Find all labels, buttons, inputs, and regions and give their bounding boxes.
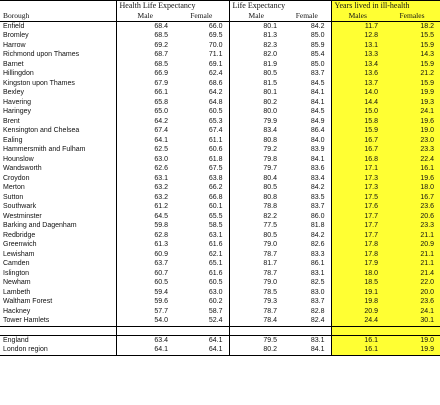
yih-females-cell: 30.1 xyxy=(384,316,440,326)
hle-male-cell: 62.6 xyxy=(116,164,174,174)
le-male-cell: 80.8 xyxy=(229,136,283,146)
summary-spacer-row xyxy=(0,326,440,335)
yih-males-cell: 11.7 xyxy=(331,21,384,31)
le-male-cell: 81.9 xyxy=(229,60,283,70)
hle-male-cell: 64.5 xyxy=(116,212,174,222)
yih-males-cell: 15.9 xyxy=(331,126,384,136)
yih-females-cell: 21.4 xyxy=(384,269,440,279)
yih-males-cell: 19.8 xyxy=(331,297,384,307)
borough-column-header: Borough xyxy=(0,11,116,21)
le-female-cell: 84.5 xyxy=(310,79,325,87)
hle-male-cell: 63.2 xyxy=(116,183,174,193)
borough-name-cell: Barking and Dagenham xyxy=(3,222,77,229)
le-male-cell: 79.8 xyxy=(229,155,283,165)
table-row xyxy=(0,193,440,203)
yih-females-cell: 23.0 xyxy=(384,136,440,146)
le-female-cell: 84.9 xyxy=(310,117,325,125)
yih-males-cell: 17.6 xyxy=(331,202,384,212)
le-female-cell: 85.4 xyxy=(310,51,325,58)
yih-males-cell: 13.1 xyxy=(331,41,384,51)
le-female-cell: 83.7 xyxy=(310,203,325,210)
hle-male-cell: 61.2 xyxy=(116,202,174,212)
le-male-cell: 79.2 xyxy=(229,145,283,155)
yih-females-cell: 23.6 xyxy=(384,297,440,307)
yih-females-cell: 15.5 xyxy=(384,31,440,41)
borough-name-cell: Kingston upon Thames xyxy=(3,79,75,87)
le-female-header: Female xyxy=(283,11,331,21)
yih-males-cell: 15.8 xyxy=(331,117,384,127)
spacer-cell xyxy=(116,326,174,335)
le-male-cell: 82.0 xyxy=(229,50,283,60)
borough-name-cell: Ealing xyxy=(3,136,23,144)
borough-name-cell: Enfield xyxy=(3,22,25,30)
le-female-cell: 84.2 xyxy=(310,231,325,239)
hle-female-cell: 63.0 xyxy=(208,288,223,296)
hle-female-cell: 62.4 xyxy=(208,70,223,77)
table-row xyxy=(0,21,440,31)
borough-name-cell: Bromley xyxy=(3,32,29,39)
le-female-cell: 83.1 xyxy=(310,269,325,277)
hle-female-cell: 68.6 xyxy=(208,79,223,87)
yih-males-cell: 13.7 xyxy=(331,79,384,89)
hle-female-cell: 60.5 xyxy=(208,279,223,286)
table-row xyxy=(0,316,440,326)
table-row xyxy=(0,164,440,174)
le-male-cell: 78.7 xyxy=(229,307,283,317)
hle-female-cell: 64.1 xyxy=(174,345,229,355)
yih-males-cell: 17.7 xyxy=(331,231,384,241)
hle-female-cell: 60.5 xyxy=(208,108,223,115)
borough-name-cell: Tower Hamlets xyxy=(3,317,50,324)
le-male-cell: 79.3 xyxy=(229,297,283,307)
borough-name-cell: Sutton xyxy=(3,193,24,201)
table-row xyxy=(0,98,440,108)
hle-male-cell: 67.4 xyxy=(116,126,174,136)
le-male-cell: 78.7 xyxy=(229,269,283,279)
hle-female-cell: 63.8 xyxy=(208,174,223,182)
borough-name-cell: Waltham Forest xyxy=(3,298,53,305)
yih-females-cell: 15.9 xyxy=(384,41,440,51)
yih-males-cell: 17.5 xyxy=(331,193,384,203)
le-male-cell: 81.7 xyxy=(229,259,283,269)
hle-male-cell: 64.1 xyxy=(116,136,174,146)
hle-male-cell: 65.8 xyxy=(116,98,174,108)
borough-name-cell: Hillingdon xyxy=(3,70,34,77)
le-male-header: Male xyxy=(229,11,283,21)
yih-males-cell: 18.5 xyxy=(331,278,384,288)
hle-female-cell: 70.0 xyxy=(208,41,223,49)
life-expectancy-header: Life Expectancy xyxy=(229,1,331,12)
le-male-cell: 80.2 xyxy=(229,98,283,108)
table-row xyxy=(0,174,440,184)
table-row xyxy=(0,50,440,60)
borough-name-cell: Newham xyxy=(3,279,31,286)
hle-female-cell: 69.1 xyxy=(208,60,223,68)
le-male-cell: 80.5 xyxy=(229,183,283,193)
le-female-cell: 84.5 xyxy=(310,108,325,115)
hle-male-cell: 68.5 xyxy=(116,60,174,70)
le-female-cell: 82.8 xyxy=(310,307,325,315)
hle-female-cell: 66.2 xyxy=(208,184,223,191)
borough-name-cell: Wandsworth xyxy=(3,165,42,172)
hle-male-cell: 59.4 xyxy=(116,288,174,298)
le-female-cell: 84.1 xyxy=(310,98,325,106)
le-female-cell: 83.4 xyxy=(310,174,325,182)
yih-females-cell: 22.0 xyxy=(384,278,440,288)
yih-females-cell: 22.4 xyxy=(384,155,440,165)
yih-females-cell: 19.6 xyxy=(384,174,440,184)
le-female-cell: 83.1 xyxy=(283,335,331,345)
le-male-cell: 77.5 xyxy=(229,221,283,231)
hle-male-cell: 63.2 xyxy=(116,193,174,203)
yih-females-cell: 19.9 xyxy=(384,88,440,98)
hle-male-cell: 68.4 xyxy=(116,21,174,31)
years-ill-health-header: Years lived in ill-health xyxy=(331,1,440,12)
table-row xyxy=(0,240,440,250)
summary-row xyxy=(0,335,440,345)
borough-name-cell: Brent xyxy=(3,117,20,125)
borough-name-cell: Havering xyxy=(3,98,32,106)
spacer-cell xyxy=(229,326,283,335)
spacer-cell xyxy=(0,326,116,335)
le-female-cell: 82.5 xyxy=(310,279,325,286)
hle-male-cell: 61.3 xyxy=(116,240,174,250)
borough-name-cell: Greenwich xyxy=(3,241,37,248)
hle-male-cell: 67.9 xyxy=(116,79,174,89)
hle-female-header: Female xyxy=(174,11,229,21)
table-row xyxy=(0,60,440,70)
le-male-cell: 80.5 xyxy=(229,69,283,79)
table-row xyxy=(0,288,440,298)
le-female-cell: 84.1 xyxy=(310,155,325,163)
borough-name-cell: Lambeth xyxy=(3,288,31,296)
yih-females-cell: 14.3 xyxy=(384,50,440,60)
hle-male-cell: 66.9 xyxy=(116,69,174,79)
hle-male-cell: 57.7 xyxy=(116,307,174,317)
borough-name-cell: Hammersmith and Fulham xyxy=(3,146,86,153)
borough-name-cell: Islington xyxy=(3,269,30,277)
yih-males-cell: 16.8 xyxy=(331,155,384,165)
hle-male-cell: 59.8 xyxy=(116,221,174,231)
table-row xyxy=(0,183,440,193)
yih-males-cell: 24.4 xyxy=(331,316,384,326)
summary-row xyxy=(0,345,440,355)
le-female-cell: 82.4 xyxy=(310,317,325,324)
yih-females-cell: 19.0 xyxy=(384,126,440,136)
le-female-cell: 83.5 xyxy=(310,193,325,201)
hle-female-cell: 61.1 xyxy=(208,136,223,144)
borough-header-spacer xyxy=(0,1,116,12)
yih-females-cell: 19.0 xyxy=(384,335,440,345)
le-female-cell: 86.0 xyxy=(310,212,325,220)
le-female-cell: 84.2 xyxy=(310,184,325,191)
le-female-cell: 86.4 xyxy=(310,127,325,134)
yih-females-cell: 18.2 xyxy=(384,21,440,31)
hle-female-cell: 60.6 xyxy=(208,146,223,153)
hle-female-cell: 65.1 xyxy=(208,260,223,267)
table-row xyxy=(0,107,440,117)
le-male-cell: 80.0 xyxy=(229,107,283,117)
yih-females-cell: 20.9 xyxy=(384,240,440,250)
le-male-cell: 79.0 xyxy=(229,278,283,288)
yih-males-cell: 17.7 xyxy=(331,212,384,222)
hle-female-cell: 63.1 xyxy=(208,231,223,239)
yih-females-cell: 20.0 xyxy=(384,288,440,298)
le-male-cell: 78.8 xyxy=(229,202,283,212)
yih-males-cell: 17.3 xyxy=(331,174,384,184)
borough-name-cell: Bexley xyxy=(3,89,25,96)
le-female-cell: 85.0 xyxy=(310,32,325,39)
yih-females-cell: 24.1 xyxy=(384,307,440,317)
yih-females-cell: 15.9 xyxy=(384,79,440,89)
summary-rows xyxy=(0,326,440,355)
le-female-cell: 86.1 xyxy=(310,260,325,267)
borough-name-cell: Harrow xyxy=(3,41,26,49)
hle-male-cell: 68.7 xyxy=(116,50,174,60)
header-row-groups xyxy=(0,1,440,12)
hle-female-cell: 69.5 xyxy=(208,32,223,39)
le-male-cell: 81.5 xyxy=(229,79,283,89)
table-row xyxy=(0,278,440,288)
yih-females-cell: 16.7 xyxy=(384,193,440,203)
table-row xyxy=(0,231,440,241)
hle-male-cell: 64.1 xyxy=(116,345,174,355)
yih-females-cell: 21.2 xyxy=(384,69,440,79)
le-male-cell: 80.2 xyxy=(229,345,283,355)
table-row xyxy=(0,41,440,51)
yih-males-cell: 17.8 xyxy=(331,240,384,250)
hle-female-cell: 67.4 xyxy=(208,127,223,134)
header-row-columns xyxy=(0,11,440,21)
hle-female-cell: 64.8 xyxy=(208,98,223,106)
table-row xyxy=(0,31,440,41)
hle-male-header: Male xyxy=(116,11,174,21)
table-row xyxy=(0,307,440,317)
le-male-cell: 83.4 xyxy=(229,126,283,136)
hle-female-cell: 64.2 xyxy=(208,89,223,96)
spacer-cell xyxy=(174,326,229,335)
le-female-cell: 83.7 xyxy=(310,298,325,305)
yih-males-cell: 18.0 xyxy=(331,269,384,279)
yih-males-cell: 17.1 xyxy=(331,164,384,174)
hle-female-cell: 60.2 xyxy=(208,298,223,305)
hle-female-cell: 64.1 xyxy=(174,335,229,345)
yih-males-cell: 14.4 xyxy=(331,98,384,108)
hle-female-cell: 66.0 xyxy=(208,22,223,30)
hle-male-cell: 62.8 xyxy=(116,231,174,241)
hle-female-cell: 58.7 xyxy=(208,307,223,315)
borough-name-cell: Merton xyxy=(3,184,25,191)
table-row xyxy=(0,145,440,155)
borough-name-cell: Westminster xyxy=(3,212,42,220)
table-row xyxy=(0,269,440,279)
table-row xyxy=(0,221,440,231)
hle-female-cell: 66.8 xyxy=(208,193,223,201)
hle-male-cell: 63.0 xyxy=(116,155,174,165)
yih-males-cell: 16.1 xyxy=(331,345,384,355)
le-female-cell: 81.8 xyxy=(310,222,325,229)
borough-name-cell: Haringey xyxy=(3,108,32,115)
yih-males-cell: 13.6 xyxy=(331,69,384,79)
yih-females-cell: 21.1 xyxy=(384,250,440,260)
spacer-cell xyxy=(283,326,331,335)
yih-females-cell: 23.3 xyxy=(384,221,440,231)
table-row xyxy=(0,117,440,127)
yih-females-cell: 19.3 xyxy=(384,98,440,108)
borough-name-cell: London region xyxy=(0,345,116,355)
hle-male-cell: 66.1 xyxy=(116,88,174,98)
le-female-cell: 84.0 xyxy=(310,136,325,144)
le-female-cell: 83.6 xyxy=(310,165,325,172)
le-male-cell: 82.3 xyxy=(229,41,283,51)
yih-females-cell: 24.1 xyxy=(384,107,440,117)
borough-name-cell: Kensington and Chelsea xyxy=(3,127,80,134)
yih-males-cell: 12.8 xyxy=(331,31,384,41)
yih-males-cell: 17.8 xyxy=(331,250,384,260)
le-male-cell: 79.7 xyxy=(229,164,283,174)
borough-name-cell: Lewisham xyxy=(3,250,35,258)
table-row xyxy=(0,79,440,89)
le-male-cell: 79.5 xyxy=(229,335,283,345)
table-row xyxy=(0,297,440,307)
hle-male-cell: 62.5 xyxy=(116,145,174,155)
le-male-cell: 81.3 xyxy=(229,31,283,41)
hle-female-cell: 61.8 xyxy=(208,155,223,163)
le-female-cell: 84.2 xyxy=(310,22,325,30)
le-male-cell: 80.1 xyxy=(229,88,283,98)
yih-males-cell: 14.0 xyxy=(331,88,384,98)
le-female-cell: 84.1 xyxy=(283,345,331,355)
le-female-cell: 82.6 xyxy=(310,241,325,248)
yih-females-header: Females xyxy=(384,11,440,21)
le-male-cell: 80.8 xyxy=(229,193,283,203)
le-female-cell: 83.3 xyxy=(310,250,325,258)
hle-male-cell: 59.6 xyxy=(116,297,174,307)
borough-name-cell: Southwark xyxy=(3,203,37,210)
yih-females-cell: 19.6 xyxy=(384,117,440,127)
le-male-cell: 78.7 xyxy=(229,250,283,260)
borough-name-cell: England xyxy=(0,335,116,345)
spacer-cell xyxy=(331,326,384,335)
borough-name-cell: Camden xyxy=(3,260,30,267)
yih-males-cell: 17.7 xyxy=(331,221,384,231)
le-female-cell: 85.0 xyxy=(310,60,325,68)
yih-females-cell: 18.0 xyxy=(384,183,440,193)
hle-male-cell: 65.0 xyxy=(116,107,174,117)
yih-males-cell: 17.3 xyxy=(331,183,384,193)
le-male-cell: 78.5 xyxy=(229,288,283,298)
spacer-cell xyxy=(384,326,440,335)
yih-males-cell: 13.4 xyxy=(331,60,384,70)
yih-males-cell: 13.3 xyxy=(331,50,384,60)
table-row xyxy=(0,69,440,79)
hle-female-cell: 62.1 xyxy=(208,250,223,258)
le-female-cell: 84.1 xyxy=(310,89,325,96)
table-row xyxy=(0,155,440,165)
borough-name-cell: Hounslow xyxy=(3,155,34,163)
hle-female-cell: 67.5 xyxy=(208,165,223,172)
hle-female-cell: 71.1 xyxy=(208,51,223,58)
hle-male-cell: 60.7 xyxy=(116,269,174,279)
yih-females-cell: 21.1 xyxy=(384,231,440,241)
yih-females-cell: 23.6 xyxy=(384,202,440,212)
yih-males-cell: 16.7 xyxy=(331,145,384,155)
hle-male-cell: 68.5 xyxy=(116,31,174,41)
table-row xyxy=(0,88,440,98)
hle-female-cell: 61.6 xyxy=(208,269,223,277)
yih-females-cell: 19.9 xyxy=(384,345,440,355)
table-row xyxy=(0,136,440,146)
hle-male-cell: 60.5 xyxy=(116,278,174,288)
hle-male-cell: 64.2 xyxy=(116,117,174,127)
table-row xyxy=(0,259,440,269)
hle-male-cell: 63.4 xyxy=(116,335,174,345)
hle-female-cell: 65.3 xyxy=(208,117,223,125)
yih-males-cell: 15.0 xyxy=(331,107,384,117)
yih-males-cell: 17.9 xyxy=(331,259,384,269)
yih-females-cell: 15.9 xyxy=(384,60,440,70)
yih-males-cell: 19.1 xyxy=(331,288,384,298)
le-male-cell: 78.4 xyxy=(229,316,283,326)
borough-rows xyxy=(0,21,440,326)
borough-name-cell: Redbridge xyxy=(3,231,36,239)
hle-female-cell: 60.1 xyxy=(208,203,223,210)
hle-male-cell: 63.7 xyxy=(116,259,174,269)
hle-female-cell: 61.6 xyxy=(208,241,223,248)
health-life-expectancy-header: Health Life Expectancy xyxy=(116,1,229,12)
yih-males-cell: 20.9 xyxy=(331,307,384,317)
le-male-cell: 79.9 xyxy=(229,117,283,127)
le-male-cell: 80.1 xyxy=(229,21,283,31)
table-row xyxy=(0,212,440,222)
yih-males-cell: 16.1 xyxy=(331,335,384,345)
le-female-cell: 83.0 xyxy=(310,288,325,296)
hle-male-cell: 63.1 xyxy=(116,174,174,184)
le-male-cell: 80.5 xyxy=(229,231,283,241)
borough-name-cell: Hackney xyxy=(3,307,31,315)
yih-females-cell: 23.3 xyxy=(384,145,440,155)
yih-females-cell: 20.6 xyxy=(384,212,440,222)
hle-male-cell: 60.9 xyxy=(116,250,174,260)
le-female-cell: 83.9 xyxy=(310,146,325,153)
yih-males-header: Males xyxy=(331,11,384,21)
yih-females-cell: 16.1 xyxy=(384,164,440,174)
borough-name-cell: Richmond upon Thames xyxy=(3,51,80,58)
table-row xyxy=(0,202,440,212)
le-female-cell: 85.9 xyxy=(310,41,325,49)
hle-male-cell: 54.0 xyxy=(116,316,174,326)
le-male-cell: 82.2 xyxy=(229,212,283,222)
table-row xyxy=(0,126,440,136)
le-male-cell: 79.0 xyxy=(229,240,283,250)
le-male-cell: 80.4 xyxy=(229,174,283,184)
borough-name-cell: Barnet xyxy=(3,60,24,68)
hle-male-cell: 69.2 xyxy=(116,41,174,51)
borough-name-cell: Croydon xyxy=(3,174,30,182)
table-row xyxy=(0,250,440,260)
hle-female-cell: 52.4 xyxy=(208,317,223,324)
hle-female-cell: 58.5 xyxy=(208,222,223,229)
le-female-cell: 83.7 xyxy=(310,70,325,77)
hle-female-cell: 65.5 xyxy=(208,212,223,220)
yih-males-cell: 16.7 xyxy=(331,136,384,146)
yih-females-cell: 21.1 xyxy=(384,259,440,269)
